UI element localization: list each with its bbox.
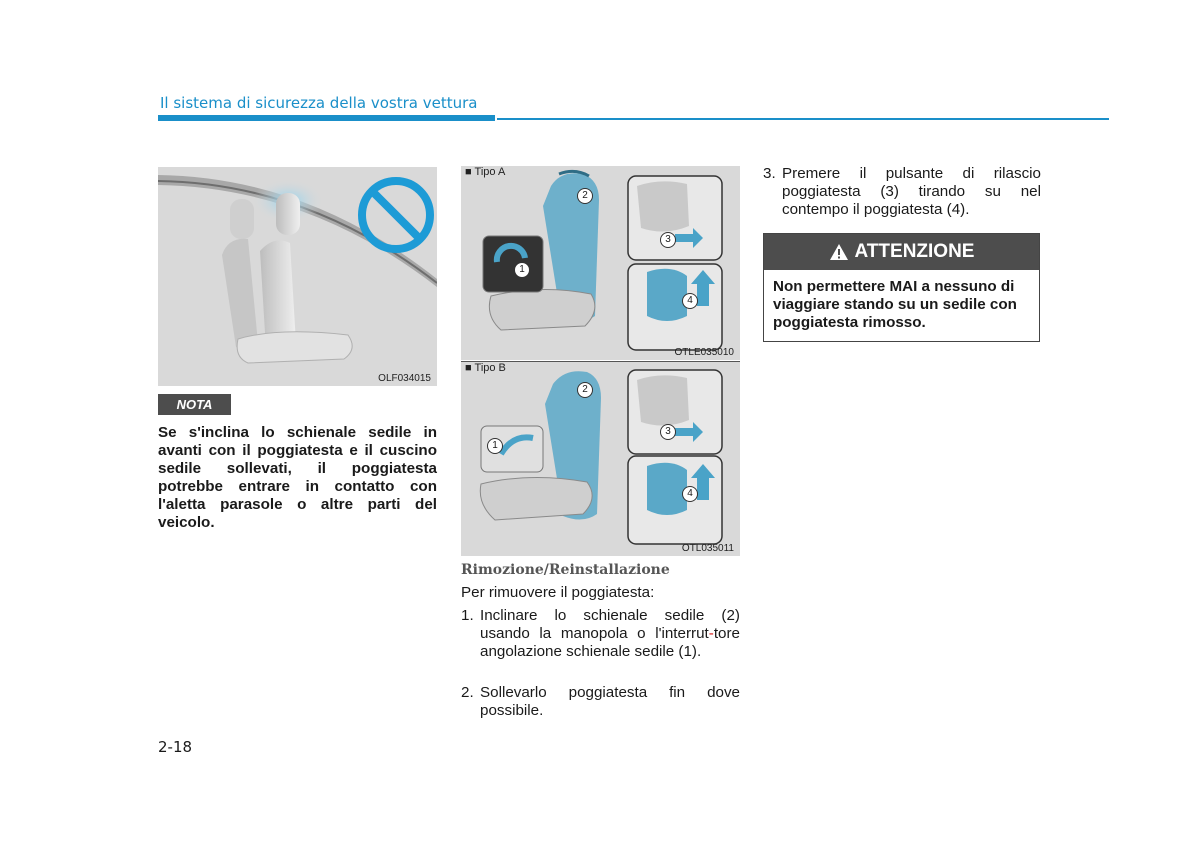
step-text: Premere il pulsante di rilascio poggiatesta (3) tirando su nel contempo il poggiatesta (4). bbox=[782, 165, 1041, 218]
list-item bbox=[461, 607, 740, 661]
figure-code: OLF034015 bbox=[378, 373, 431, 384]
warning-title: ATTENZIONE bbox=[854, 241, 975, 262]
list-item bbox=[763, 165, 1041, 219]
step-number: 1. bbox=[461, 607, 474, 624]
step-number: 2. bbox=[461, 684, 474, 701]
warning-box bbox=[763, 233, 1040, 342]
figure-code: OTL035011 bbox=[681, 543, 734, 554]
step-text bbox=[461, 607, 740, 661]
section-header-title: Il sistema di sicurezza della vostra vettura bbox=[160, 94, 478, 112]
figure-label: ■ Tipo B bbox=[465, 362, 506, 374]
step-number: 3. bbox=[763, 165, 776, 182]
nota-text: Se s'inclina lo schienale sedile in avanti con il poggiatesta e il cuscino sedile sollevati, il poggiatesta potrebbe entrare in contatto con l'aletta parasole o altre parti del veicolo. bbox=[158, 424, 437, 531]
callout-1: 1 bbox=[514, 262, 530, 278]
headrest-removal-illustration-b bbox=[461, 362, 740, 556]
callout-4: 4 bbox=[682, 293, 698, 309]
warning-header bbox=[764, 234, 1039, 270]
callout-2: 2 bbox=[577, 382, 593, 398]
figure-code: OTLE035010 bbox=[674, 347, 734, 358]
section-intro: Per rimuovere il poggiatesta: bbox=[461, 584, 655, 601]
seat-tilt-illustration bbox=[158, 167, 437, 386]
section-heading: Rimozione/Reinstallazione bbox=[461, 562, 670, 578]
warning-text: Non permettere MAI a nessuno di viaggiare stando su un sedile con poggiatesta rimosso. bbox=[773, 278, 1017, 331]
figure-prohibited-tilt bbox=[158, 167, 437, 386]
callout-3: 3 bbox=[660, 232, 676, 248]
figure-tipo-a bbox=[461, 166, 740, 360]
hyphen-mark: - bbox=[708, 625, 714, 642]
list-item bbox=[461, 684, 740, 720]
nota-badge: NOTA bbox=[158, 394, 231, 415]
step-text-part: Inclinare lo schienale sedile (2) usando la manopola o l'interrut bbox=[480, 607, 740, 642]
header-rule-thin bbox=[497, 118, 1109, 120]
header-rule-thick bbox=[158, 115, 495, 121]
callout-1: 1 bbox=[487, 438, 503, 454]
figure-tipo-b bbox=[461, 362, 740, 556]
headrest-removal-illustration-a bbox=[461, 166, 740, 360]
page-number: 2-18 bbox=[158, 738, 193, 756]
step-text: Sollevarlo poggiatesta fin dove possibile. bbox=[480, 684, 740, 719]
step-text-part: tore angolazione schienale sedile (1). bbox=[480, 625, 740, 660]
callout-4: 4 bbox=[682, 486, 698, 502]
warning-triangle-icon bbox=[829, 243, 849, 261]
callout-2: 2 bbox=[577, 188, 593, 204]
figure-label: ■ Tipo A bbox=[465, 166, 506, 178]
callout-3: 3 bbox=[660, 424, 676, 440]
